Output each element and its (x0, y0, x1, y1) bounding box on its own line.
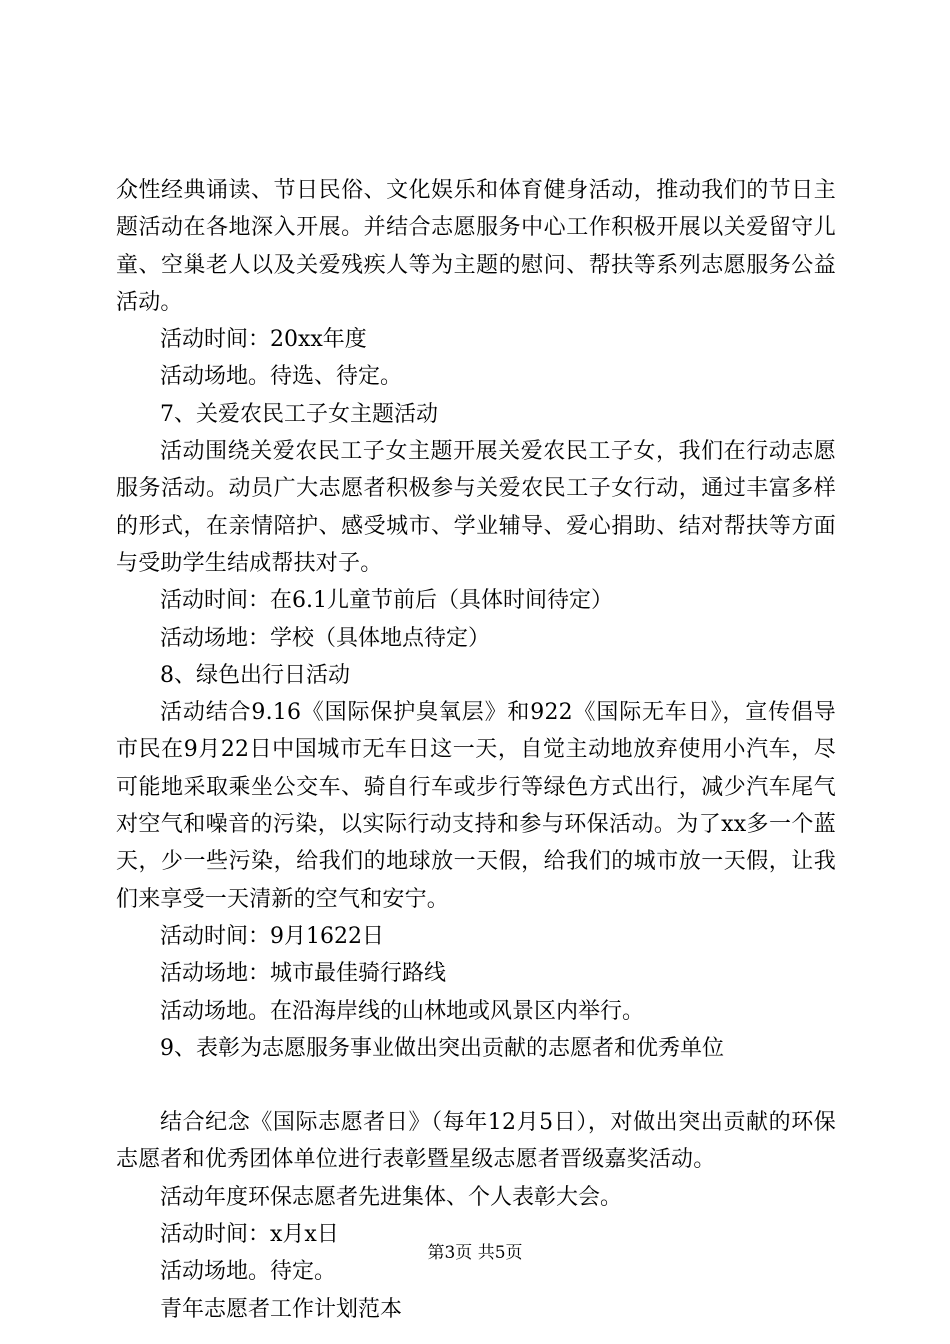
blank-line (116, 1067, 836, 1104)
paragraph-migrant-children: 活动围绕关爱农民工子女主题开展关爱农民工子女，我们在行动志愿服务活动。动员广大志愿者积极参与关爱农民工子女行动，通过丰富多样的形式，在亲情陪护、感受城市、学业辅导、爱心捐助、结对帮扶等方面与受助学生结成帮扶对子。 (116, 439, 836, 576)
activity-time-line: 活动时间：9月1622日 (160, 923, 384, 949)
section-heading-7: 7、关爱农民工子女主题活动 (160, 401, 438, 427)
paragraph-continuation: 众性经典诵读、节日民俗、文化娱乐和体育健身活动，推动我们的节日主题活动在各地深入开展。并结合志愿服务中心工作积极开展以关爱留守儿童、空巢老人以及关爱残疾人等为主题的慰问、帮扶等系列志愿服务公益活动。 (116, 178, 836, 315)
activity-time-line: 活动时间：在6.1儿童节前后（具体时间待定） (160, 588, 613, 614)
activity-time-line: 活动时间：x月x日 (160, 1222, 339, 1248)
section-heading-8: 8、绿色出行日活动 (160, 662, 350, 688)
page-indicator: 第3页 共5页 (427, 1243, 523, 1263)
document-body (116, 172, 836, 1328)
activity-venue-line: 活动场地。待选、待定。 (160, 364, 403, 390)
activity-venue-line: 活动场地：学校（具体地点待定） (160, 625, 491, 651)
activity-venue-line: 活动场地：城市最佳骑行路线 (160, 961, 447, 987)
activity-venue-line: 活动场地。在沿海岸线的山林地或风景区内举行。 (160, 998, 645, 1024)
activity-event-line: 活动年度环保志愿者先进集体、个人表彰大会。 (160, 1184, 623, 1210)
activity-time-line: 活动时间：20xx年度 (160, 327, 367, 353)
closing-title-line: 青年志愿者工作计划范本 (160, 1296, 403, 1322)
paragraph-volunteer-day: 结合纪念《国际志愿者日》（每年12月5日），对做出突出贡献的环保志愿者和优秀团体单位进行表彰暨星级志愿者晋级嘉奖活动。 (116, 1110, 836, 1173)
section-heading-9: 9、表彰为志愿服务事业做出突出贡献的志愿者和优秀单位 (160, 1035, 724, 1061)
activity-venue-line: 活动场地。待定。 (160, 1259, 337, 1285)
page-footer (0, 1242, 950, 1264)
paragraph-green-travel: 活动结合9.16《国际保护臭氧层》和922《国际无车日》，宣传倡导市民在9月22日中国城市无车日这一天，自觉主动地放弃使用小汽车，尽可能地采取乘坐公交车、骑自行车或步行等绿色方式出行，减少汽车尾气对空气和噪音的污染，以实际行动支持和参与环保活动。为了xx多一个蓝天，少一些污染，给我们的地球放一天假，给我们的城市放一天假，让我们来享受一天清新的空气和安宁。 (116, 700, 836, 912)
